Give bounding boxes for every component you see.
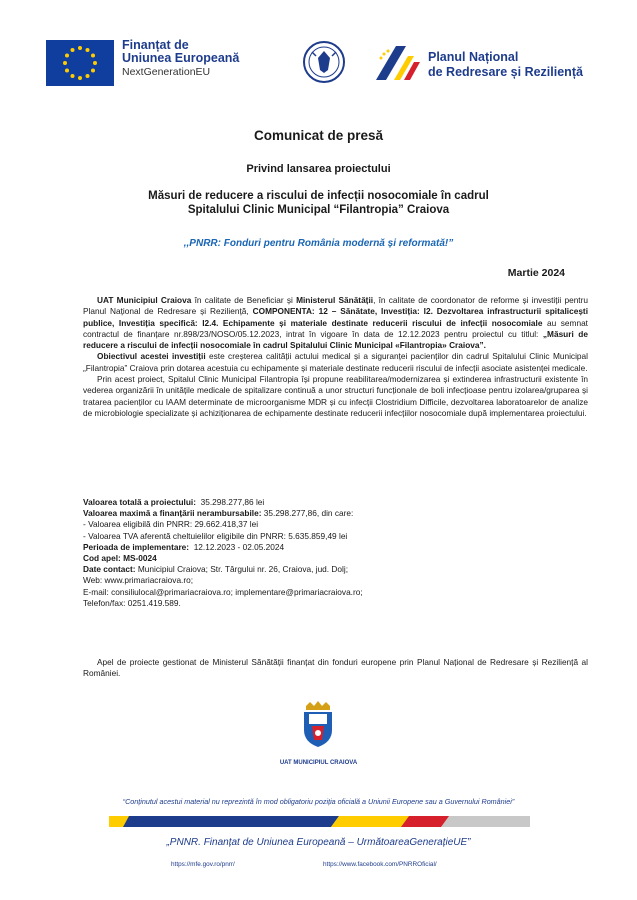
max-value-row: Valoarea maximă a finanțării nerambursabile: 35.298.277,86, din care:	[83, 508, 354, 519]
disclaimer: “Conținutul acestui material nu reprezintă în mod obligatoriu poziția oficială a Uniunii Europene sau a Guvernului României”	[122, 797, 515, 806]
project-title-line1: Măsuri de reducere a riscului de infecții nosocomiale în cadrul	[148, 190, 489, 202]
paragraph-2: Obiectivul acestei investiții este creșterea calității actului medical și a siguranței pacienților din cadrul Spitalului Clinic Municipal „Filantropia” Craiova prin dotarea acestuia cu echipamente și materiale destinate reducerii riscului de infecții asociate asistenței medicale.	[83, 351, 588, 373]
tva-value-row: - Valoarea TVA aferentă cheltuielilor eligibile din PNRR: 5.635.859,49 lei	[83, 530, 348, 541]
eu-funding-label	[122, 39, 239, 79]
craiova-crest-logo	[300, 700, 336, 748]
eu-line2: Uniunea Europeană	[122, 51, 240, 65]
eu-star	[91, 54, 95, 58]
slogan: ,,PNRR: Fonduri pentru România modernă și reformată!”	[183, 238, 454, 249]
government-seal-logo	[302, 38, 346, 88]
closing-paragraph	[83, 657, 588, 680]
total-value-row: Valoarea totală a proiectului: 35.298.277,86 lei	[83, 497, 265, 507]
uat-label: UAT MUNICIPIUL CRAIOVA	[279, 760, 358, 766]
eu-star	[91, 69, 95, 73]
facebook-link[interactable]: https://www.facebook.com/PNRROficial/	[323, 861, 437, 868]
eu-line1: Finanțat de	[122, 38, 189, 52]
web-row: Web: www.primariacraiova.ro;	[83, 575, 194, 586]
eu-star	[86, 48, 90, 52]
eu-star	[65, 69, 69, 73]
closing-text: Apel de proiecte gestionat de Ministerul Sănătății finanțat din fonduri europene prin Planul Național de Redresare și Reziliență al României.	[83, 657, 588, 679]
pnrr-logo	[374, 42, 422, 82]
footer-tagline: „PNNR. Finanțat de Uniunea Europeană – UrmătoareaGenerațieUE”	[166, 837, 471, 848]
document-subtitle: Privind lansarea proiectului	[246, 163, 391, 175]
contact-row: Date contact: Municipiul Craiova; Str. Târgului nr. 26, Craiova, jud. Dolj;	[83, 564, 349, 575]
eu-star	[86, 74, 90, 78]
eu-star	[93, 61, 97, 65]
pnrr-label	[428, 50, 583, 80]
pnrr-line1: Planul Național	[428, 50, 519, 64]
paragraph-1: UAT Municipiul Craiova în calitate de Beneficiar și Ministerul Sănătății, în calitate de coordonator de reforme și investiții pentru Planul Național de Redresare și Reziliență, COMPONENTA: 12 – Sănătate, Investiția: I2. Dezvoltarea infrastructurii spitalicești publice, Investiția specifică: I2.4. Echipamente și materiale destinate reducerii riscului de infecții nosocomiale au semnat contractul de finanțare nr.898/23/NOSO/05.12.2023, intrat în vigoare în data de 12.12.2023 pentru proiectul cu titlul: „Măsuri de reducere a riscului de infecții nosocomiale în cadrul Spitalului Clinic Municipal «Filantropia» Craiova”.	[83, 295, 588, 351]
project-details	[83, 497, 588, 609]
paragraph-3: Prin acest proiect, Spitalul Clinic Municipal Filantropia își propune reabilitarea/modernizarea și extinderea infrastructurii existente în vederea organizării în unitățile medicale de spitalizare continuă a unor structuri funcționale de boli infecțioase pentru izolarea/gruparea și tratarea pacienților cu IAAM determinate de microorganisme MDR și cu infecții Clostridium Difficile, dezvoltarea laboratoarelor de analize de microbiologie specializate și achiziționarea de echipamente destinate reducerii infecțiilor nosocomiale după implementarea proiectului.	[83, 374, 588, 418]
mfe-link[interactable]: https://mfe.gov.ro/pnrr/	[171, 861, 235, 868]
email-row: E-mail: consiliulocal@primariacraiova.ro; implementare@primariacraiova.ro;	[83, 586, 363, 597]
body-text	[83, 295, 588, 419]
eu-star	[63, 61, 67, 65]
eu-line3: NextGenerationEU	[122, 66, 211, 78]
project-title-line2: Spitalului Clinic Municipal “Filantropia” Craiova	[187, 204, 450, 216]
pnrr-line2: de Redresare și Reziliență	[428, 65, 583, 79]
eu-star	[71, 74, 75, 78]
phone-row: Telefon/fax: 0251.419.589.	[83, 597, 181, 608]
footer-color-stripe	[109, 814, 530, 825]
period-row: Perioada de implementare: 12.12.2023 - 02.05.2024	[83, 541, 285, 552]
eu-star	[78, 76, 82, 80]
code-row: Cod apel: MS-0024	[83, 553, 157, 564]
eu-flag-logo	[46, 40, 114, 86]
document-date: Martie 2024	[507, 267, 565, 279]
eu-star	[71, 48, 75, 52]
document-title: Comunicat de presă	[253, 128, 384, 143]
eu-star	[65, 54, 69, 58]
eligible-value-row: - Valoarea eligibilă din PNRR: 29.662.418,37 lei	[83, 519, 259, 530]
eu-star	[78, 46, 82, 50]
